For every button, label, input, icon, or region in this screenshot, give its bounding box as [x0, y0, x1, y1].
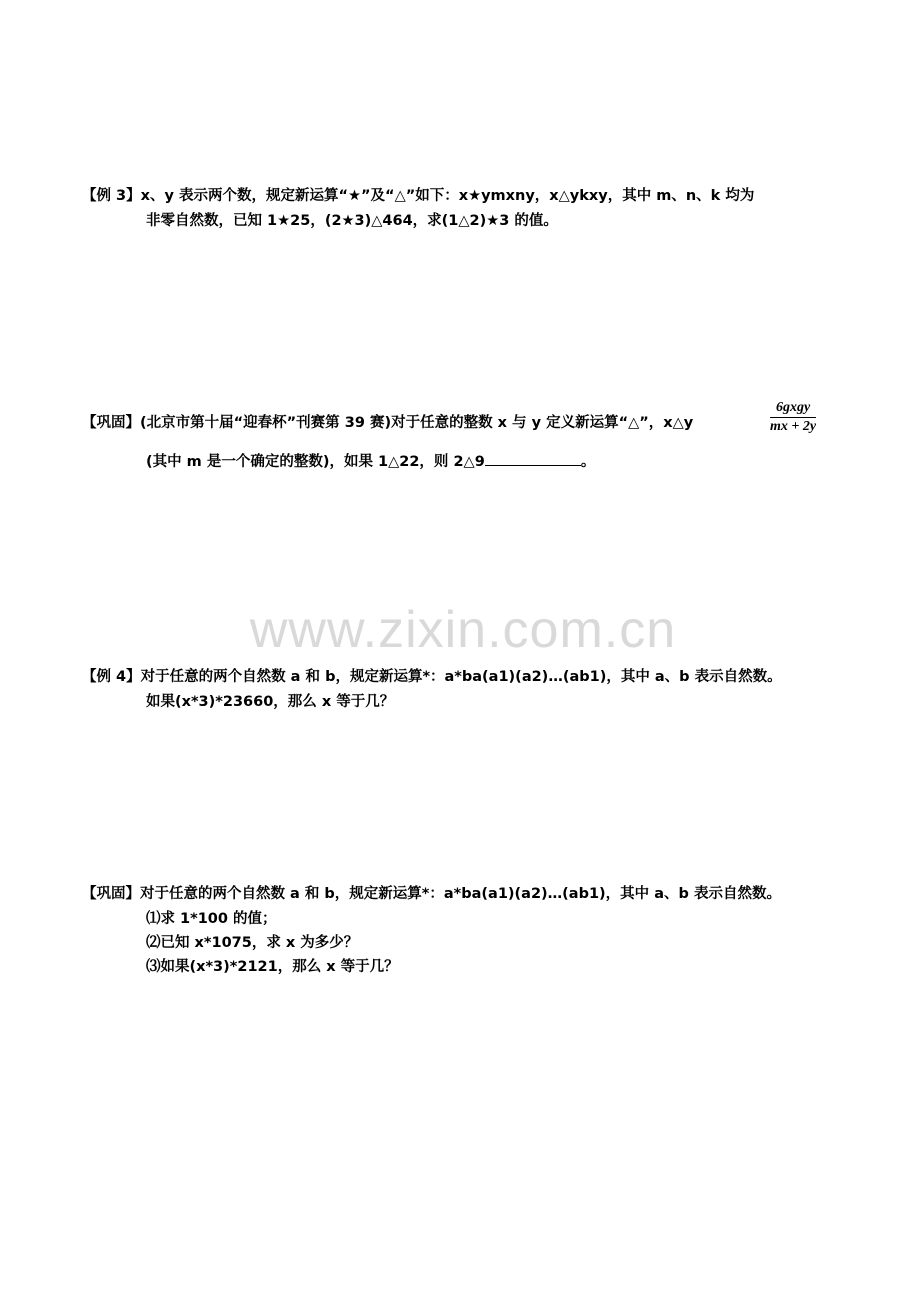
watermark: www.zixin.com.cn	[249, 601, 677, 659]
example-3-line-2: 非零自然数，已知 1★25，(2★3)△464，求(1△2)★3 的值。	[146, 213, 558, 229]
consolidate-1-line-2	[146, 451, 595, 472]
answer-blank[interactable]	[485, 451, 581, 466]
example-3-line-1: 【例 3】x、y 表示两个数，规定新运算“★”及“△”如下：x★ymxny，x△ykxy，其中 m、n、k 均为	[82, 188, 755, 204]
fraction	[770, 400, 816, 435]
consolidate-2-line-1: 【巩固】对于任意的两个自然数 a 和 b，规定新运算*：a*ba(a1)(a2)…(ab1)，其中 a、b 表示自然数。	[82, 886, 781, 902]
consolidate-2-item-2: ⑵已知 x*1075，求 x 为多少？	[146, 935, 359, 951]
fraction-denominator: mx + 2y	[770, 419, 817, 434]
consolidate-1-line-2-end: 。	[580, 454, 596, 470]
example-4-line-2: 如果(x*3)*23660，那么 x 等于几？	[146, 694, 395, 710]
consolidate-2-item-1: ⑴求 1*100 的值；	[146, 911, 277, 927]
consolidate-1-line-1: 【巩固】(北京市第十届“迎春杯”刊赛第 39 赛)对于任意的整数 x 与 y 定义新运算“△”，x△y	[82, 415, 694, 431]
fraction-numerator: 6gxgy	[770, 400, 816, 418]
example-4-line-1: 【例 4】对于任意的两个自然数 a 和 b，规定新运算*：a*ba(a1)(a2)…(ab1)，其中 a、b 表示自然数。	[82, 669, 782, 685]
consolidate-1-line-2-text: (其中 m 是一个确定的整数)，如果 1△22，则 2△9	[146, 454, 485, 470]
consolidate-2-item-3: ⑶如果(x*3)*2121，那么 x 等于几？	[146, 959, 399, 975]
